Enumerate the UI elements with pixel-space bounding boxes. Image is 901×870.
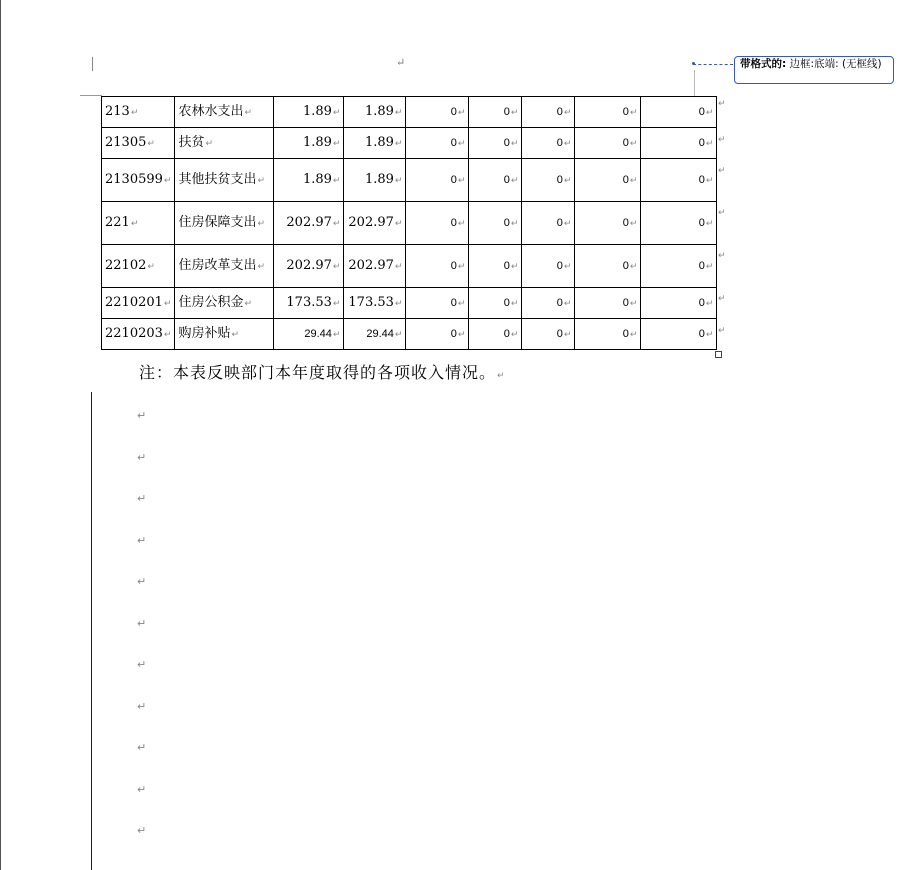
cell-end-mark: ↵: [130, 218, 139, 229]
cell-text: 1.89: [364, 134, 394, 150]
cell-text: 0: [503, 173, 510, 186]
cell-text: 21305: [105, 134, 147, 150]
cell-text: 1.89: [302, 134, 332, 150]
table-row: [102, 319, 717, 350]
empty-paragraph-mark[interactable]: ↵: [137, 451, 147, 464]
cell-text: 0: [556, 173, 563, 186]
cell-text: 0: [556, 105, 563, 118]
value-cell[interactable]: [344, 202, 406, 245]
cell-text: 0: [622, 216, 629, 229]
cell-text: 1.89: [364, 103, 394, 119]
cell-end-mark: ↵: [629, 298, 638, 309]
cell-end-mark: ↵: [629, 329, 638, 340]
value-cell[interactable]: [274, 159, 344, 202]
empty-paragraph-mark[interactable]: ↵: [137, 741, 147, 754]
cell-end-mark: ↵: [394, 107, 403, 118]
value-cell[interactable]: [522, 128, 575, 159]
cell-end-mark: ↵: [629, 261, 638, 272]
cell-end-mark: ↵: [332, 107, 341, 118]
cell-text: 0: [450, 327, 457, 340]
cell-end-mark: ↵: [130, 107, 139, 118]
table-note: [139, 360, 506, 383]
value-cell[interactable]: [522, 97, 575, 128]
cell-text: 0: [622, 327, 629, 340]
table-resize-handle[interactable]: [715, 351, 722, 358]
cell-text: 0: [698, 296, 705, 309]
cell-end-mark: ↵: [563, 261, 572, 272]
note-paragraph-mark: ↵: [497, 371, 506, 381]
code-cell[interactable]: [102, 202, 175, 245]
value-cell[interactable]: [575, 159, 641, 202]
value-cell[interactable]: [344, 319, 406, 350]
value-cell[interactable]: [575, 288, 641, 319]
cell-end-mark: ↵: [457, 261, 466, 272]
cell-end-mark: ↵: [257, 261, 266, 272]
cell-text: 2210201: [105, 294, 163, 310]
value-cell[interactable]: [274, 245, 344, 288]
cell-end-mark: ↵: [457, 175, 466, 186]
cell-text: 扶贫: [178, 134, 205, 150]
note-text: 注：本表反映部门本年度取得的各项收入情况。: [139, 363, 497, 382]
value-cell[interactable]: [575, 245, 641, 288]
cell-text: 0: [556, 259, 563, 272]
value-cell[interactable]: [274, 319, 344, 350]
value-cell[interactable]: [575, 128, 641, 159]
cell-text: 0: [698, 259, 705, 272]
cell-text: 0: [622, 136, 629, 149]
cell-text: 1.89: [364, 171, 394, 187]
cell-end-mark: ↵: [563, 298, 572, 309]
header-area: [102, 70, 695, 96]
cell-text: 173.53: [286, 294, 332, 310]
value-cell[interactable]: [522, 202, 575, 245]
cell-text: 0: [698, 105, 705, 118]
cell-end-mark: ↵: [457, 298, 466, 309]
value-cell[interactable]: [344, 288, 406, 319]
left-margin-line: [91, 392, 92, 870]
cell-end-mark: ↵: [257, 218, 266, 229]
cell-end-mark: ↵: [394, 218, 403, 229]
cell-text: 221: [105, 214, 130, 230]
cell-end-mark: ↵: [705, 107, 714, 118]
crop-mark-top-left: [92, 57, 93, 71]
cell-text: 0: [450, 136, 457, 149]
cell-text: 0: [503, 136, 510, 149]
value-cell[interactable]: [344, 97, 406, 128]
value-cell[interactable]: [641, 202, 717, 245]
table-row: [102, 128, 717, 159]
cell-text: 0: [450, 259, 457, 272]
cell-end-mark: ↵: [244, 298, 253, 309]
cell-text: 0: [503, 296, 510, 309]
cell-end-mark: ↵: [457, 138, 466, 149]
empty-paragraph-mark[interactable]: ↵: [137, 409, 147, 422]
cell-text: 22102: [105, 257, 147, 273]
page-left-edge: [0, 0, 1, 870]
cell-text: 0: [622, 105, 629, 118]
cell-end-mark: ↵: [705, 298, 714, 309]
cell-end-mark: ↵: [163, 329, 172, 340]
value-cell[interactable]: [641, 288, 717, 319]
code-cell[interactable]: [102, 245, 175, 288]
name-cell[interactable]: [175, 128, 274, 159]
cell-end-mark: ↵: [244, 107, 253, 118]
cell-end-mark: ↵: [705, 218, 714, 229]
comment-connector-line: [693, 64, 733, 65]
cell-end-mark: ↵: [394, 261, 403, 272]
cell-end-mark: ↵: [510, 261, 519, 272]
cell-text: 2210203: [105, 325, 163, 341]
value-cell[interactable]: [469, 288, 522, 319]
value-cell[interactable]: [641, 128, 717, 159]
value-cell[interactable]: [274, 97, 344, 128]
cell-end-mark: ↵: [257, 175, 266, 186]
cell-end-mark: ↵: [705, 329, 714, 340]
cell-text: 0: [556, 216, 563, 229]
empty-paragraph-mark[interactable]: ↵: [137, 492, 147, 505]
cell-text: 0: [450, 173, 457, 186]
cell-text: 0: [450, 296, 457, 309]
name-cell[interactable]: [175, 202, 274, 245]
row-end-mark: ↵: [718, 294, 726, 304]
value-cell[interactable]: [641, 245, 717, 288]
cell-end-mark: ↵: [457, 107, 466, 118]
name-cell[interactable]: [175, 97, 274, 128]
cell-text: 0: [556, 327, 563, 340]
name-cell[interactable]: [175, 159, 274, 202]
name-cell[interactable]: [175, 245, 274, 288]
row-end-mark: ↵: [718, 326, 726, 336]
cell-text: 0: [503, 216, 510, 229]
cell-text: 2130599: [105, 171, 163, 187]
empty-paragraph-mark[interactable]: ↵: [137, 658, 147, 671]
value-cell[interactable]: [274, 128, 344, 159]
empty-paragraph-mark[interactable]: ↵: [137, 824, 147, 837]
cell-text: 202.97: [286, 214, 332, 230]
name-cell[interactable]: [175, 319, 274, 350]
cell-end-mark: ↵: [510, 138, 519, 149]
value-cell[interactable]: [522, 319, 575, 350]
cell-text: 0: [556, 136, 563, 149]
cell-end-mark: ↵: [563, 138, 572, 149]
code-cell[interactable]: [102, 319, 175, 350]
cell-text: 0: [503, 327, 510, 340]
cell-text: 0: [698, 327, 705, 340]
cell-text: 0: [622, 259, 629, 272]
cell-text: 202.97: [348, 214, 394, 230]
cell-end-mark: ↵: [457, 218, 466, 229]
cell-end-mark: ↵: [394, 329, 403, 340]
value-cell[interactable]: [575, 319, 641, 350]
value-cell[interactable]: [575, 97, 641, 128]
value-cell[interactable]: [344, 159, 406, 202]
cell-text: 0: [556, 296, 563, 309]
code-cell[interactable]: [102, 128, 175, 159]
cell-text: 0: [450, 105, 457, 118]
code-cell[interactable]: [102, 97, 175, 128]
value-cell[interactable]: [344, 128, 406, 159]
table-row: [102, 245, 717, 288]
row-end-mark: ↵: [718, 99, 726, 109]
cell-end-mark: ↵: [705, 261, 714, 272]
cell-end-mark: ↵: [394, 175, 403, 186]
table-row: [102, 288, 717, 319]
header-paragraph-mark: ↵: [396, 56, 406, 69]
cell-end-mark: ↵: [510, 107, 519, 118]
cell-end-mark: ↵: [457, 329, 466, 340]
value-cell[interactable]: [469, 128, 522, 159]
cell-end-mark: ↵: [147, 261, 155, 272]
value-cell[interactable]: [469, 97, 522, 128]
value-cell[interactable]: [522, 245, 575, 288]
cell-end-mark: ↵: [394, 298, 403, 309]
cell-text: 213: [105, 103, 130, 119]
name-cell[interactable]: [175, 288, 274, 319]
value-cell[interactable]: [406, 319, 469, 350]
empty-paragraph-mark[interactable]: ↵: [137, 783, 147, 796]
value-cell[interactable]: [274, 202, 344, 245]
cell-text: 住房改革支出: [178, 257, 257, 273]
row-end-mark: ↵: [718, 251, 726, 261]
cell-end-mark: ↵: [629, 107, 638, 118]
cell-text: 其他扶贫支出: [178, 171, 257, 187]
cell-end-mark: ↵: [563, 175, 572, 186]
value-cell[interactable]: [469, 319, 522, 350]
cell-end-mark: ↵: [231, 329, 240, 340]
cell-end-mark: ↵: [510, 298, 519, 309]
empty-paragraph-mark[interactable]: ↵: [137, 534, 147, 547]
header-rule: [80, 95, 102, 96]
value-cell[interactable]: [406, 128, 469, 159]
cell-end-mark: ↵: [394, 138, 403, 149]
row-end-mark: ↵: [718, 208, 726, 218]
cell-end-mark: ↵: [163, 298, 172, 309]
cell-text: 0: [622, 296, 629, 309]
value-cell[interactable]: [469, 245, 522, 288]
value-cell[interactable]: [406, 159, 469, 202]
cell-end-mark: ↵: [332, 298, 341, 309]
table-row: [102, 159, 717, 202]
value-cell[interactable]: [522, 159, 575, 202]
value-cell[interactable]: [406, 245, 469, 288]
cell-text: 住房保障支出: [178, 214, 257, 230]
value-cell[interactable]: [641, 159, 717, 202]
comment-label: 带格式的:: [740, 58, 787, 70]
cell-end-mark: ↵: [629, 175, 638, 186]
value-cell[interactable]: [641, 319, 717, 350]
value-cell[interactable]: [344, 245, 406, 288]
value-cell[interactable]: [406, 202, 469, 245]
value-cell[interactable]: [575, 202, 641, 245]
cell-end-mark: ↵: [147, 138, 155, 149]
cell-text: 购房补贴: [178, 325, 231, 341]
cell-end-mark: ↵: [332, 261, 341, 272]
cell-end-mark: ↵: [705, 175, 714, 186]
cell-text: 173.53: [348, 294, 394, 310]
value-cell[interactable]: [641, 97, 717, 128]
cell-end-mark: ↵: [705, 138, 714, 149]
value-cell[interactable]: [522, 288, 575, 319]
cell-end-mark: ↵: [629, 218, 638, 229]
cell-end-mark: ↵: [510, 329, 519, 340]
table-row: [102, 97, 717, 128]
empty-paragraph-mark[interactable]: ↵: [137, 575, 147, 588]
cell-end-mark: ↵: [332, 138, 341, 149]
cell-text: 29.44: [304, 327, 332, 340]
format-comment-balloon[interactable]: [734, 56, 894, 84]
cell-end-mark: ↵: [332, 218, 341, 229]
cell-end-mark: ↵: [629, 138, 638, 149]
comment-text: 边框:底端: (无框线): [786, 58, 882, 70]
income-table: [101, 96, 717, 350]
cell-text: 0: [698, 216, 705, 229]
cell-text: 29.44: [366, 327, 394, 340]
cell-end-mark: ↵: [510, 218, 519, 229]
cell-text: 0: [503, 105, 510, 118]
row-end-mark: ↵: [718, 135, 726, 145]
cell-end-mark: ↵: [563, 218, 572, 229]
cell-text: 0: [503, 259, 510, 272]
cell-end-mark: ↵: [563, 107, 572, 118]
cell-text: 1.89: [302, 103, 332, 119]
cell-end-mark: ↵: [332, 329, 341, 340]
table-row: [102, 202, 717, 245]
empty-paragraph-mark[interactable]: ↵: [137, 700, 147, 713]
cell-end-mark: ↵: [563, 329, 572, 340]
value-cell[interactable]: [406, 288, 469, 319]
cell-text: 0: [698, 173, 705, 186]
cell-end-mark: ↵: [510, 175, 519, 186]
row-end-mark: ↵: [718, 166, 726, 176]
cell-text: 0: [450, 216, 457, 229]
cell-text: 1.89: [302, 171, 332, 187]
cell-text: 0: [698, 136, 705, 149]
value-cell[interactable]: [469, 202, 522, 245]
code-cell[interactable]: [102, 159, 175, 202]
cell-text: 202.97: [286, 257, 332, 273]
cell-end-mark: ↵: [163, 175, 172, 186]
cell-end-mark: ↵: [205, 138, 214, 149]
cell-end-mark: ↵: [332, 175, 341, 186]
code-cell[interactable]: [102, 288, 175, 319]
cell-text: 0: [622, 173, 629, 186]
cell-text: 住房公积金: [178, 294, 244, 310]
cell-text: 202.97: [348, 257, 394, 273]
cell-text: 农林水支出: [178, 103, 244, 119]
value-cell[interactable]: [406, 97, 469, 128]
value-cell[interactable]: [274, 288, 344, 319]
empty-paragraph-mark[interactable]: ↵: [137, 617, 147, 630]
value-cell[interactable]: [469, 159, 522, 202]
